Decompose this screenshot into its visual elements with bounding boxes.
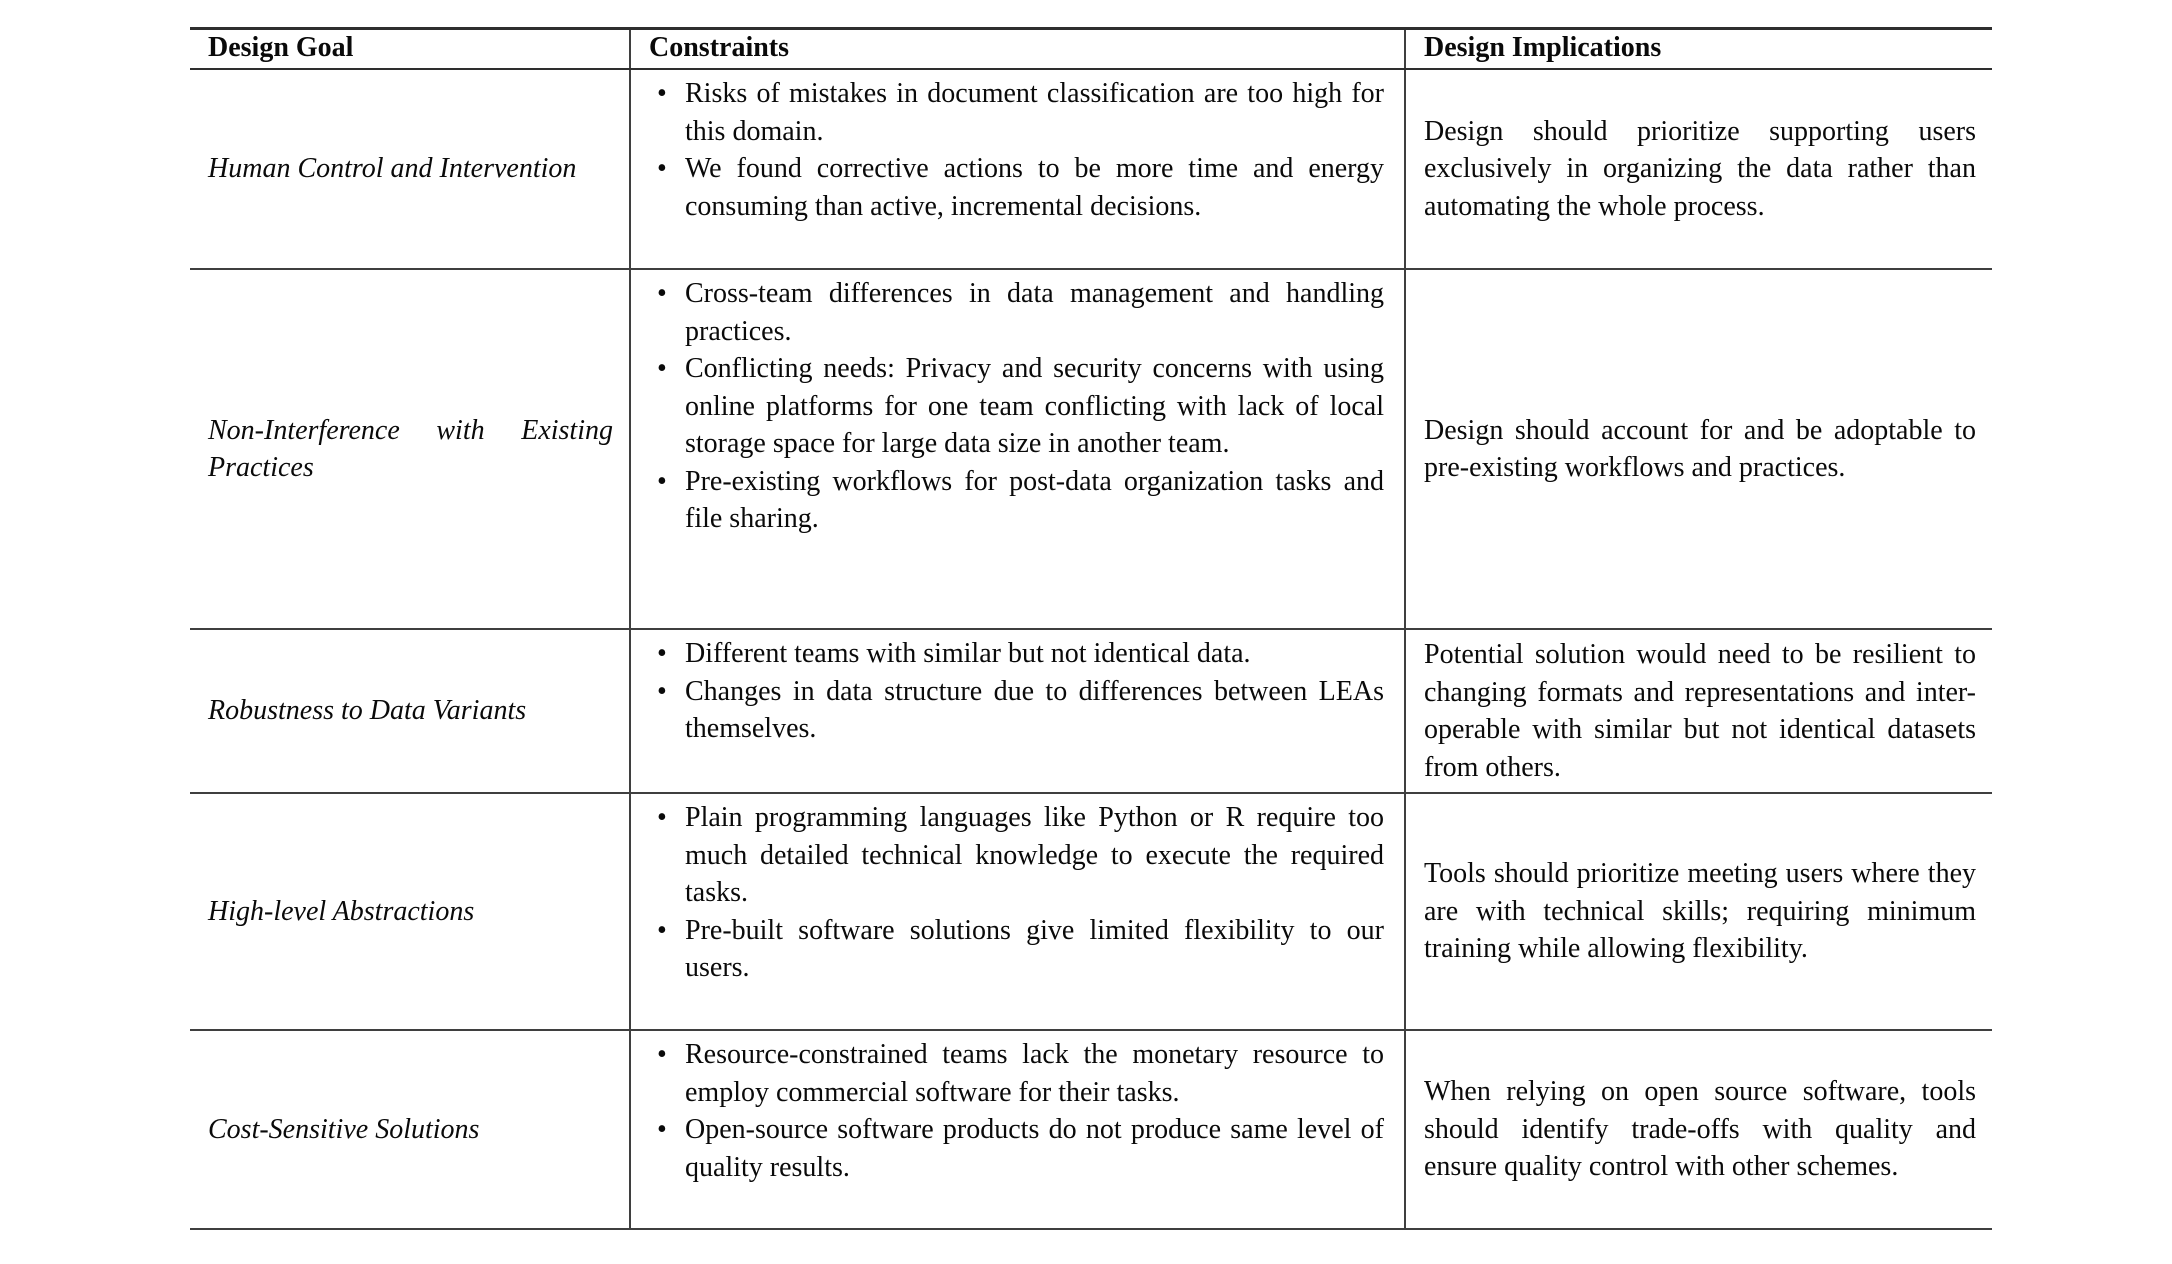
column-header-constraints: Constraints bbox=[630, 29, 1405, 70]
bullet-icon: • bbox=[657, 1039, 667, 1070]
design-goals-table-container bbox=[190, 27, 1992, 1230]
constraint-text: Cross-team differences in data management and handling practices. bbox=[685, 278, 1384, 347]
constraint-item bbox=[655, 635, 1384, 673]
implication-cell: Tools should prioritize meeting users where they are with technical skills; requiring minimum training while allowing flexibility. bbox=[1405, 793, 1992, 1030]
constraint-item bbox=[655, 350, 1384, 463]
constraints-cell bbox=[630, 269, 1405, 629]
table-row-non-interference bbox=[190, 269, 1992, 629]
bullet-icon: • bbox=[657, 78, 667, 109]
design-goals-table bbox=[190, 27, 1992, 1230]
implication-cell: Design should prioritize supporting users exclusively in organizing the data rather than automating the whole process. bbox=[1405, 69, 1992, 269]
constraints-cell bbox=[630, 1030, 1405, 1229]
table-body bbox=[190, 69, 1992, 1229]
implication-cell: Potential solution would need to be resilient to changing formats and representations and inter-operable with similar but not identical datasets from others. bbox=[1405, 629, 1992, 793]
constraint-item bbox=[655, 275, 1384, 350]
constraints-list bbox=[655, 275, 1384, 538]
constraints-list bbox=[655, 1036, 1384, 1186]
table-row-cost-sensitive bbox=[190, 1030, 1992, 1229]
bullet-icon: • bbox=[657, 1114, 667, 1145]
constraint-item bbox=[655, 1111, 1384, 1186]
constraints-list bbox=[655, 635, 1384, 748]
constraint-item bbox=[655, 463, 1384, 538]
constraint-text: Conflicting needs: Privacy and security concerns with using online platforms for one team conflicting with lack of local storage space for large data size in another team. bbox=[685, 353, 1384, 459]
column-header-design-goal: Design Goal bbox=[190, 29, 630, 70]
constraint-text: Risks of mistakes in document classification are too high for this domain. bbox=[685, 78, 1384, 147]
table-row-high-level-abstractions bbox=[190, 793, 1992, 1030]
table-row-human-control bbox=[190, 69, 1992, 269]
constraint-item bbox=[655, 799, 1384, 912]
column-header-design-implications: Design Implications bbox=[1405, 29, 1992, 70]
constraints-list bbox=[655, 799, 1384, 987]
bullet-icon: • bbox=[657, 153, 667, 184]
constraint-text: We found corrective actions to be more time and energy consuming than active, incremental decisions. bbox=[685, 153, 1384, 222]
constraint-item bbox=[655, 673, 1384, 748]
constraint-text: Plain programming languages like Python or R require too much detailed technical knowledge to execute the required tasks. bbox=[685, 802, 1384, 908]
constraint-text: Changes in data structure due to differences between LEAs themselves. bbox=[685, 675, 1384, 744]
goal-cell: Human Control and Intervention bbox=[208, 153, 577, 185]
constraint-text: Pre-existing workflows for post-data organization tasks and file sharing. bbox=[685, 465, 1384, 534]
constraints-cell bbox=[630, 793, 1405, 1030]
constraints-list bbox=[655, 75, 1384, 225]
goal-cell: Non-Interference with Existing Practices bbox=[208, 414, 613, 483]
bullet-icon: • bbox=[657, 465, 667, 497]
constraint-text: Open-source software products do not produce same level of quality results. bbox=[685, 1114, 1384, 1183]
constraint-item bbox=[655, 75, 1384, 150]
constraint-text: Resource-constrained teams lack the monetary resource to employ commercial software for their tasks. bbox=[685, 1039, 1384, 1108]
bullet-icon: • bbox=[657, 638, 667, 669]
bullet-icon: • bbox=[657, 278, 667, 309]
bullet-icon: • bbox=[657, 802, 667, 833]
bullet-icon: • bbox=[657, 675, 667, 707]
constraint-text: Pre-built software solutions give limited flexibility to our users. bbox=[685, 914, 1384, 983]
constraint-item bbox=[655, 150, 1384, 225]
constraint-item bbox=[655, 1036, 1384, 1111]
constraints-cell bbox=[630, 69, 1405, 269]
bullet-icon: • bbox=[657, 353, 667, 384]
constraint-text: Different teams with similar but not identical data. bbox=[685, 638, 1251, 669]
constraints-cell bbox=[630, 629, 1405, 793]
goal-cell: Cost-Sensitive Solutions bbox=[208, 1113, 480, 1145]
implication-cell: When relying on open source software, tools should identify trade-offs with quality and ensure quality control with other schemes. bbox=[1405, 1030, 1992, 1229]
bullet-icon: • bbox=[657, 914, 667, 946]
constraint-item bbox=[655, 912, 1384, 987]
implication-cell: Design should account for and be adoptable to pre-existing workflows and practices. bbox=[1405, 269, 1992, 629]
table-header bbox=[190, 29, 1992, 70]
goal-cell: Robustness to Data Variants bbox=[208, 695, 527, 727]
header-row bbox=[190, 29, 1992, 70]
goal-cell: High-level Abstractions bbox=[208, 895, 475, 927]
table-row-robustness bbox=[190, 629, 1992, 793]
